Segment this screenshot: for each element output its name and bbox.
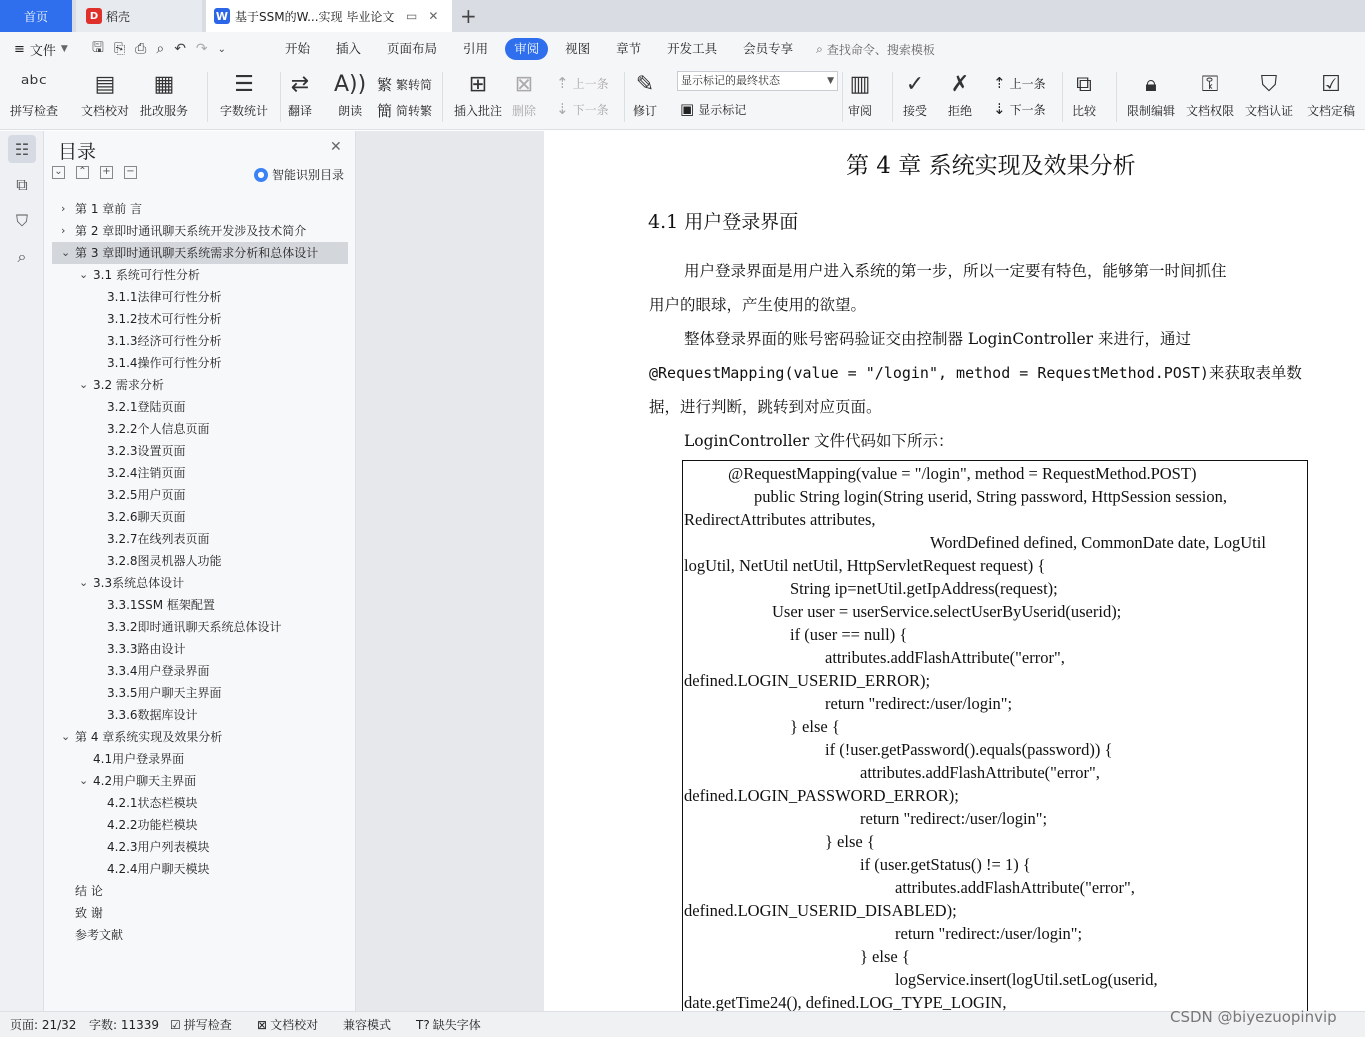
insert-comment-label: 插入批注 [454,104,503,118]
review-pane-icon: ▥ [849,72,871,97]
document-certify-button[interactable] [1245,70,1293,119]
toc-item-label: 3.2.6聊天页面 [107,510,186,524]
toc-item-label: 3.3.3路由设计 [107,642,186,656]
status-bar [0,1011,1365,1037]
toc-item-label: 第 2 章即时通讯聊天系统开发涉及技术简介 [75,224,307,238]
toc-item-label: 第 1 章前 言 [75,202,143,216]
next-change-button[interactable] [993,100,1046,118]
prev-change-icon: ⇡ [993,74,1006,92]
command-search-label: 查找命令、搜索模板 [826,42,935,57]
toc-panel [44,131,356,1011]
spell-check-status[interactable] [170,1016,232,1033]
tab-home-label: 首页 [23,9,48,24]
toc-item[interactable] [52,286,348,308]
finalize-document-label: 文档定稿 [1307,104,1356,118]
toc-item[interactable] [52,220,348,242]
toc-item[interactable] [52,616,348,638]
chevron-right-icon[interactable]: › [61,224,66,237]
ribbon-divider [1116,72,1117,122]
bookmark-icon[interactable]: ⛉ [15,211,28,230]
compare-label: 比较 [1072,104,1097,118]
spell-check-label: 拼写检查 [10,104,59,118]
track-changes-icon: ✎ [635,72,655,97]
translate-button[interactable] [288,70,312,119]
toc-list [52,198,348,946]
toc-item[interactable] [52,704,348,726]
document-permission-button[interactable] [1186,70,1234,119]
show-markup-icon: ▣ [680,100,695,118]
toc-title: 目录 [58,141,97,163]
toc-item[interactable] [52,352,348,374]
translate-label: 翻译 [288,104,313,118]
file-menu-label: 文件 [29,43,56,59]
code-line: if (user.getStatus() != 1) { [860,855,1031,874]
tab-bar [0,0,1365,32]
paragraph-tail: 来获取表单数 [1208,364,1302,382]
ribbon-divider [280,72,281,122]
code-line: User user = userService.selectUserByUserid(userid); [772,602,1122,621]
save-icon[interactable]: 🖫 [92,40,104,56]
ribbon-divider [842,72,843,122]
command-search[interactable] [816,41,935,58]
toc-item[interactable] [52,660,348,682]
print-icon[interactable]: ⎙ [135,41,147,57]
file-menu[interactable] [0,40,92,59]
toc-item-label: 参考文献 [75,928,124,942]
batch-service-icon: ▦ [153,72,175,97]
ai-toc-label: 智能识别目录 [272,168,345,182]
tab-daoke-label: 稻壳 [106,9,131,24]
menu-tab[interactable]: 开发工具 [667,41,718,56]
batch-service-button[interactable] [140,70,188,119]
toc-item-label: 3.3.5用户聊天主界面 [107,686,222,700]
ai-toc-button[interactable] [254,166,344,183]
ai-icon: ● [254,168,268,182]
toc-item-label: 3.1.4操作可行性分析 [107,356,222,370]
proofread-button[interactable] [81,70,129,119]
ribbon-divider [442,72,443,122]
document-certify-label: 文档认证 [1245,104,1294,118]
toc-item[interactable] [52,902,348,924]
toc-item[interactable] [52,858,348,880]
code-line: logUtil, NetUtil netUtil, HttpServletRequest request) { [684,556,1046,575]
toc-item-label: 3.2.1登陆页面 [107,400,186,414]
restrict-editing-label: 限制编辑 [1127,104,1176,118]
read-aloud-icon: A)) [334,72,367,97]
toc-item[interactable] [52,198,348,220]
hamburger-icon: ≡ [14,41,25,57]
paragraph-line: 据，进行判断，跳转到对应页面。 [649,398,882,416]
tab-float-icon[interactable]: ▭ [406,9,418,23]
code-line: @RequestMapping(value = "/login", method = RequestMethod.POST) [728,464,1197,483]
menu-bar [0,32,1365,66]
quick-access-toolbar [92,37,272,61]
toc-toolbar [52,166,137,179]
certify-icon: ⛉ [1260,72,1278,97]
document-page[interactable] [544,131,1365,1011]
customize-icon[interactable]: ⌄ [217,43,227,55]
toc-item-label: 4.2.3用户列表模块 [107,840,210,854]
toc-item-label: 3.3.1SSM 框架配置 [107,598,215,612]
spell-check-icon: ᵃᵇᶜ [20,72,48,97]
toc-item[interactable] [52,814,348,836]
chevron-down-icon[interactable]: ⌄ [61,730,71,743]
toc-item-label: 第 3 章即时通讯聊天系统需求分析和总体设计 [75,246,319,260]
permission-icon: ⚿ [1201,72,1219,97]
code-line: } else { [860,947,910,966]
toc-item-label: 3.1.1法律可行性分析 [107,290,222,304]
proofread-status-icon: ⊠ [257,1017,268,1032]
insert-comment-button[interactable] [454,70,502,119]
simp-to-trad-button[interactable] [377,100,432,121]
spell-check-button[interactable] [10,70,58,119]
ribbon [0,66,1365,130]
track-changes-button[interactable] [633,70,657,119]
toc-item-label: 第 4 章系统实现及效果分析 [75,730,223,744]
toc-item[interactable] [52,440,348,462]
reject-button[interactable] [948,70,972,119]
markup-state-value: 显示标记的最终状态 [681,74,780,87]
delete-comment-icon: ⊠ [514,72,534,97]
toc-item-label: 3.2.2个人信息页面 [107,422,210,436]
search-icon: ⌕ [816,41,823,56]
finalize-icon: ☑ [1321,72,1341,97]
paragraph-line: LoginController 文件代码如下所示： [684,432,954,450]
compare-icon: ⧉ [1076,72,1092,97]
toc-item-label: 3.2.7在线列表页面 [107,532,210,546]
new-tab-button[interactable]: + [460,4,477,28]
prev-change-button[interactable] [993,74,1046,92]
menu-tab[interactable]: 章节 [616,41,642,56]
proofread-icon: ▤ [94,72,116,97]
toc-item[interactable] [52,484,348,506]
accept-icon: ✓ [905,72,925,97]
code-line: return "redirect:/user/login"; [895,924,1083,943]
paragraph-line: 整体登录界面的账号密码验证交由控制器 LoginController 来进行，通过 [684,330,1191,348]
toc-item[interactable] [52,880,348,902]
code-line: attributes.addFlashAttribute("error", [825,648,1065,667]
checkbox-icon: ☑ [170,1017,181,1032]
menu-tabs [272,38,806,60]
word-count-icon: ☰ [234,72,254,97]
next-comment-label: 下一条 [572,102,609,117]
chevron-down-icon: ▼ [60,44,68,54]
menu-tab[interactable]: 引用 [463,41,489,56]
compare-button[interactable] [1072,70,1096,119]
translate-icon: ⇄ [290,72,310,97]
proofread-label: 文档校对 [81,104,130,118]
toc-item[interactable] [52,264,348,286]
proofread-status-label: 文档校对 [270,1018,319,1032]
track-changes-label: 修订 [633,104,658,118]
toc-item[interactable] [52,726,348,748]
lock-icon: 🔒︎ [1145,72,1157,97]
menu-tab[interactable]: 开始 [285,41,311,56]
restrict-editing-button[interactable] [1127,70,1175,119]
document-permission-label: 文档权限 [1186,104,1235,118]
next-comment-icon: ⇣ [556,100,569,118]
trad-to-simp-label: 繁转简 [396,78,433,92]
toc-panel-icon[interactable]: ☷ [8,135,36,163]
toc-item[interactable] [52,528,348,550]
reject-label: 拒绝 [948,104,973,118]
toc-item[interactable] [52,792,348,814]
toc-item[interactable] [52,396,348,418]
toc-item-label: 3.3.2即时通讯聊天系统总体设计 [107,620,282,634]
tab-document-label: 基于SSM的W...实现 毕业论文 [235,9,395,24]
close-icon[interactable]: ✕ [330,139,342,155]
watermark-text: CSDN @biyezuopinvip [1170,1008,1337,1026]
show-markup-button[interactable] [680,100,746,118]
toc-item[interactable] [52,836,348,858]
toc-item-label: 3.1.2技术可行性分析 [107,312,222,326]
markup-state-select[interactable] [677,71,838,91]
toc-item[interactable] [52,506,348,528]
review-pane-button[interactable] [848,70,872,119]
paragraph-line [649,356,1307,390]
chevron-down-icon[interactable]: ⌄ [79,774,89,787]
chevron-down-icon[interactable]: ⌄ [79,378,89,391]
review-pane-label: 审阅 [848,104,873,118]
tab-close-icon[interactable]: ✕ [428,9,439,23]
navigation-strip [0,131,44,1011]
next-change-icon: ⇣ [993,100,1006,118]
toc-item-label: 4.1用户登录界面 [93,752,185,766]
word-count-label: 字数统计 [220,104,269,118]
missing-font-status[interactable] [416,1016,481,1033]
toc-item[interactable] [52,550,348,572]
next-change-label: 下一条 [1009,102,1046,117]
toc-item[interactable] [52,330,348,352]
read-aloud-label: 朗读 [338,104,363,118]
paragraph-line: 用户的眼球，产生使用的欲望。 [649,296,867,314]
tab-daoke[interactable] [76,0,202,32]
toc-item-label: 致 谢 [75,906,103,920]
code-line: logService.insert(logUtil.setLog(userid, [895,970,1158,989]
code-block [682,460,1308,1011]
delete-comment-label: 删除 [512,104,537,118]
toc-item-label: 4.2用户聊天主界面 [93,774,197,788]
code-line: return "redirect:/user/login"; [825,694,1013,713]
simp-to-trad-label: 简转繁 [396,104,433,118]
show-markup-label: 显示标记 [698,102,747,117]
toc-item-label: 3.2.5用户页面 [107,488,186,502]
toc-item-label: 3.1 系统可行性分析 [93,268,200,282]
simp-to-trad-icon: 簡 [377,102,393,120]
toc-item[interactable] [52,308,348,330]
toc-item[interactable] [52,242,348,264]
remove-heading-icon[interactable]: − [124,166,137,179]
code-line: attributes.addFlashAttribute("error", [895,878,1135,897]
code-line: defined.LOGIN_USERID_DISABLED); [684,901,957,920]
section-heading: 4.1 用户登录界面 [648,211,799,233]
prev-change-label: 上一条 [1009,76,1046,91]
menu-tab[interactable]: 视图 [565,41,591,56]
code-line: defined.LOGIN_PASSWORD_ERROR); [684,786,959,805]
spell-check-status-label: 拼写检查 [183,1018,232,1032]
toc-item-label: 3.2.3设置页面 [107,444,186,458]
toc-item-label: 3.2.8图灵机器人功能 [107,554,222,568]
proofread-status[interactable] [257,1016,318,1033]
chevron-down-icon: ▼ [827,76,834,86]
toc-item-label: 3.3系统总体设计 [93,576,185,590]
delete-comment-button[interactable] [512,70,536,119]
tab-document[interactable] [206,0,452,32]
ribbon-divider [1062,72,1063,122]
prev-comment-button[interactable] [556,74,609,92]
read-aloud-button[interactable] [334,70,366,119]
toc-item[interactable] [52,572,348,594]
code-line: date.getTime24(), defined.LOG_TYPE_LOGIN, [684,993,1007,1011]
toc-item-label: 结 论 [75,884,103,898]
search-icon[interactable]: ⌕ [17,247,27,266]
next-comment-button[interactable] [556,100,609,118]
toc-item-label: 3.2.4注销页面 [107,466,186,480]
menu-tab[interactable]: 会员专享 [743,41,794,56]
chevron-right-icon[interactable]: › [61,202,66,215]
chevron-down-icon[interactable]: ⌄ [79,576,89,589]
code-line: if (!user.getPassword().equals(password)) { [825,740,1113,759]
collapse-all-icon[interactable]: ⌃ [76,166,89,179]
code-line: } else { [825,832,875,851]
insert-comment-icon: ⊞ [468,72,488,97]
toc-item[interactable] [52,462,348,484]
undo-icon[interactable]: ↶ [174,41,186,57]
toc-item[interactable] [52,924,348,946]
writer-logo-icon: W [215,9,229,23]
toc-item[interactable] [52,638,348,660]
add-heading-icon[interactable]: + [100,166,113,179]
export-pdf-icon[interactable]: ⎘ [113,41,126,57]
code-line: attributes.addFlashAttribute("error", [860,763,1100,782]
accept-label: 接受 [903,104,928,118]
ribbon-divider [207,72,208,122]
finalize-document-button[interactable] [1307,70,1355,119]
toc-item-label: 4.2.4用户聊天模块 [107,862,210,876]
code-line: defined.LOGIN_USERID_ERROR); [684,671,931,690]
code-line: WordDefined defined, CommonDate date, LogUtil [930,533,1266,552]
toc-item[interactable] [52,748,348,770]
code-line: String ip=netUtil.getIpAddress(request); [790,579,1058,598]
code-line: RedirectAttributes attributes, [684,510,876,529]
toc-item[interactable] [52,682,348,704]
inline-code: @RequestMapping(value = "/login", method = RequestMethod.POST) [649,364,1209,382]
chevron-down-icon[interactable]: ⌄ [61,246,71,259]
code-line: public String login(String userid, String password, HttpSession session, [754,487,1228,506]
trad-to-simp-icon: 繁 [377,76,393,94]
toc-item-label: 3.3.4用户登录界面 [107,664,210,678]
page-indicator[interactable]: 页面: 21/32 [10,1018,77,1032]
daoke-logo-icon: D [86,8,102,24]
code-line: if (user == null) { [790,625,908,644]
ribbon-divider [624,72,625,122]
menu-tab[interactable]: 插入 [336,41,362,56]
code-line: return "redirect:/user/login"; [860,809,1048,828]
toc-item-label: 4.2.2功能栏模块 [107,818,198,832]
missing-font-icon: T? [416,1017,430,1032]
accept-button[interactable] [903,70,927,119]
batch-service-label: 批改服务 [140,104,189,118]
toc-item[interactable] [52,374,348,396]
chapter-heading: 第 4 章 系统实现及效果分析 [846,153,1136,179]
menu-tab[interactable]: 页面布局 [387,41,438,56]
print-preview-icon[interactable]: ⌕ [156,41,165,57]
prev-comment-label: 上一条 [572,76,609,91]
prev-comment-icon: ⇡ [556,74,569,92]
redo-icon[interactable]: ↷ [195,41,208,57]
ribbon-divider [892,72,893,122]
missing-font-label: 缺失字体 [432,1018,481,1032]
chapter-nav-icon[interactable]: ⧉ [16,175,28,194]
expand-all-icon[interactable]: ⌄ [52,166,65,179]
toc-item[interactable] [52,770,348,792]
reject-icon: ✗ [950,72,970,97]
trad-to-simp-button[interactable] [377,74,432,95]
word-count-indicator[interactable]: 字数: 11339 [89,1018,160,1032]
word-count-button[interactable] [220,70,268,119]
tab-home[interactable] [0,0,72,32]
code-line: } else { [790,717,840,736]
toc-item-label: 4.2.1状态栏模块 [107,796,198,810]
toc-item[interactable] [52,418,348,440]
toc-item-label: 3.2 需求分析 [93,378,164,392]
toc-item-label: 3.3.6数据库设计 [107,708,198,722]
toc-item[interactable] [52,594,348,616]
compat-mode-indicator: 兼容模式 [343,1018,392,1032]
chevron-down-icon[interactable]: ⌄ [79,268,89,281]
paragraph-line: 用户登录界面是用户进入系统的第一步，所以一定要有特色，能够第一时间抓住 [684,262,1227,280]
menu-tab[interactable]: 审阅 [505,38,548,60]
toc-item-label: 3.1.3经济可行性分析 [107,334,222,348]
